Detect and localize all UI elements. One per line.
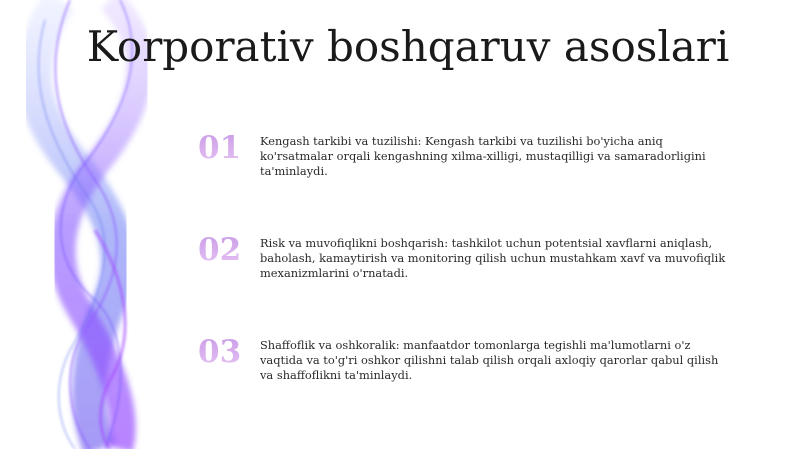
list-item [198, 232, 738, 306]
list-item [198, 130, 738, 204]
list-item [198, 334, 738, 408]
item-text: Shaffoflik va oshkoralik: manfaatdor tomonlarga tegishli ma'lumotlarni o'z vaqtida va to'g'ri oshkor qilishni talab qilish orqali axloqiy qarorlar qabul qilish va shaffoflikni ta'minlaydi. [260, 338, 719, 382]
item-text: Kengash tarkibi va tuzilishi: Kengash tarkibi va tuzilishi bo'yicha aniq ko'rsatmalar orqali kengashning xilma-xilligi, mustaqilligi va samaradorligini ta'minlaydi. [260, 134, 706, 178]
slide-title: Korporativ boshqaruv asoslari [86, 22, 730, 71]
item-number: 01 [198, 130, 248, 167]
item-text: Risk va muvofiqlikni boshqarish: tashkilot uchun potentsial xavflarni aniqlash, baholash, kamaytirish va monitoring qilish uchun mustahkam xavf va muvofiqlik mexanizmlarini o'rnatadi. [260, 236, 726, 280]
item-number: 03 [198, 334, 248, 371]
item-number: 02 [198, 232, 248, 269]
